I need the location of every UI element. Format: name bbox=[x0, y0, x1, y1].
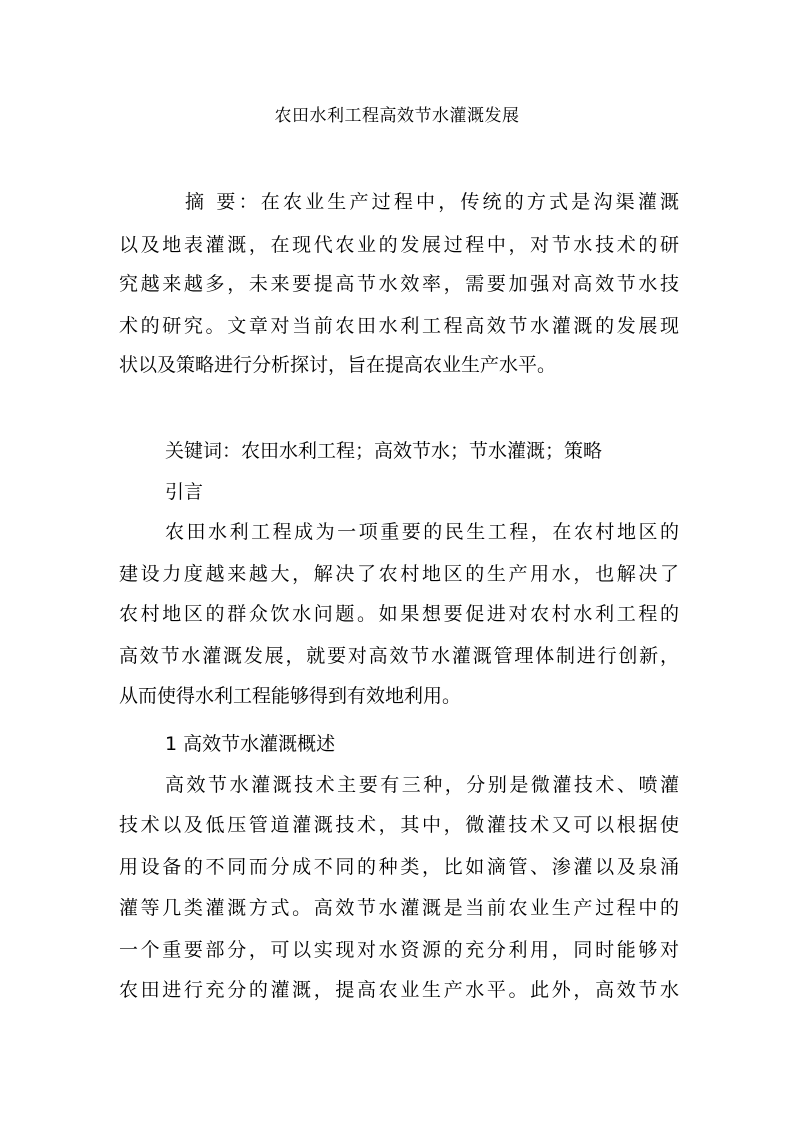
section-1-line: 一个重要部分，可以实现对水资源的充分利用，同时能够对 bbox=[119, 939, 679, 961]
abstract-line: 以及地表灌溉，在现代农业的发展过程中，对节水技术的研 bbox=[119, 234, 679, 256]
section-1-heading: 1 高效节水灌溉概述 bbox=[165, 733, 336, 755]
intro-heading: 引言 bbox=[165, 481, 204, 503]
keywords-line: 关键词：农田水利工程；高效节水；节水灌溉；策略 bbox=[165, 440, 603, 462]
section-1-line: 技术以及低压管道灌溉技术，其中，微灌技术又可以根据使 bbox=[119, 814, 679, 836]
intro-line: 农村地区的群众饮水问题。如果想要促进对农村水利工程的 bbox=[119, 603, 679, 625]
abstract-line: 究越来越多，未来要提高节水效率，需要加强对高效节水技 bbox=[119, 273, 679, 295]
section-1-line: 高效节水灌溉技术主要有三种，分别是微灌技术、喷灌 bbox=[165, 774, 679, 796]
abstract-line: 状以及策略进行分析探讨，旨在提高农业生产水平。 bbox=[119, 354, 557, 376]
intro-line: 高效节水灌溉发展，就要对高效节水灌溉管理体制进行创新， bbox=[119, 645, 679, 667]
intro-line: 农田水利工程成为一项重要的民生工程，在农村地区的 bbox=[165, 521, 679, 543]
section-1-line: 农田进行充分的灌溉，提高农业生产水平。此外，高效节水 bbox=[119, 979, 679, 1001]
abstract-line: 术的研究。文章对当前农田水利工程高效节水灌溉的发展现 bbox=[119, 315, 679, 337]
section-1-line: 灌等几类灌溉方式。高效节水灌溉是当前农业生产过程中的 bbox=[119, 897, 679, 919]
intro-line: 建设力度越来越大，解决了农村地区的生产用水，也解决了 bbox=[119, 563, 679, 585]
section-1-line: 用设备的不同而分成不同的种类，比如滴管、渗灌以及泉涌 bbox=[119, 856, 679, 878]
document-title: 农田水利工程高效节水灌溉发展 bbox=[274, 106, 520, 126]
intro-line: 从而使得水利工程能够得到有效地利用。 bbox=[119, 685, 462, 707]
abstract-line: 摘 要：在农业生产过程中，传统的方式是沟渠灌溉 bbox=[185, 191, 679, 213]
